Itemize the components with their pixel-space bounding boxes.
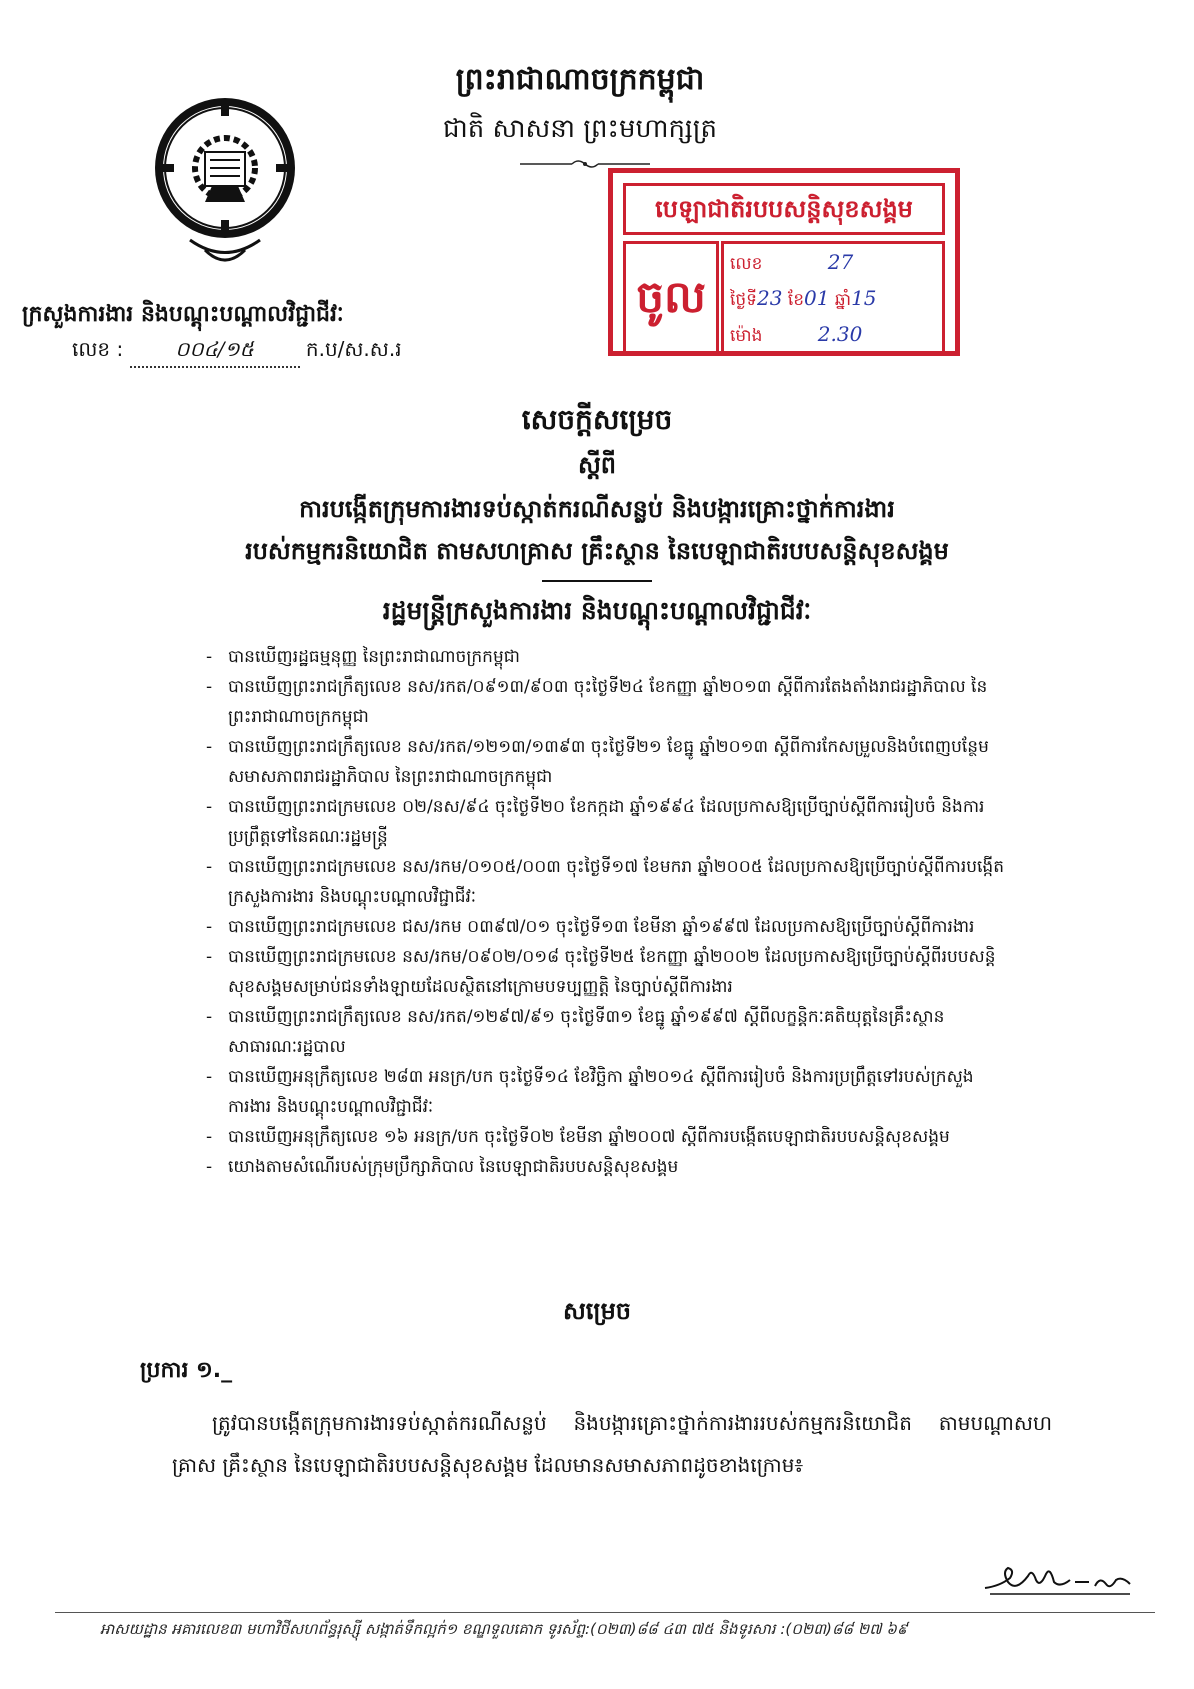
stamp-time-label: ម៉ោង xyxy=(730,326,763,346)
reference-suffix: ក.ប/ស.ស.រ xyxy=(305,337,402,361)
recital-item: - បានឃើញអនុក្រឹត្យលេខ ២៨៣ អនក្រ/បក ចុះថ្ងៃទី១៤ ខែវិច្ឆិកា ឆ្នាំ២០១៤ ស្តីពីការរៀបចំ និងការប្រព្រឹត្តទៅរបស់ក្រសួងការងារ និងបណ្តុះបណ្តាលវិជ្ជាជីវៈ xyxy=(206,1067,974,1117)
stamp-month-label: ខែ xyxy=(787,290,805,310)
stamp-time-value: 2.30 xyxy=(817,322,863,346)
subject-line-1: ការបង្កើតក្រុមការងារទប់ស្កាត់ករណីសន្លប់ និងបង្ការគ្រោះថ្នាក់ការងារ xyxy=(299,495,895,523)
stamp-year-value: 15 xyxy=(851,286,877,310)
stamp-day-value: 23 xyxy=(756,286,783,310)
ministry-name: ក្រសួងការងារ និងបណ្តុះបណ្តាលវិជ្ជាជីវៈ xyxy=(22,302,344,327)
stamp-day-label: ថ្ងៃទី xyxy=(730,290,757,310)
recital-item: - បានឃើញព្រះរាជក្រឹត្យលេខ នស/រកត/១២៩៧/៩១ ចុះថ្ងៃទី៣១ ខែធ្នូ ឆ្នាំ១៩៩៧ ស្តីពីលក្ខន្តិកៈគតិយុត្តនៃគ្រឹះស្ថានសាធារណៈរដ្ឋបាល xyxy=(206,1007,945,1057)
stamp-number-value: 27 xyxy=(827,250,854,274)
reference-line xyxy=(72,336,402,368)
recital-item: - បានឃើញរដ្ឋធម្មនុញ្ញ នៃព្រះរាជាណាចក្រកម្ពុជា xyxy=(206,647,520,667)
reference-label: លេខ : xyxy=(72,337,124,361)
stamp-number-row xyxy=(724,244,942,280)
document-about: ស្តីពី xyxy=(577,451,617,479)
document-title: សេចក្តីសម្រេច xyxy=(521,403,673,436)
article-1-label: ប្រការ ១._ xyxy=(140,1358,233,1383)
stamp-time-row xyxy=(724,316,942,352)
stamp-received-label: ចូល xyxy=(623,241,719,355)
decides-heading: សម្រេច xyxy=(562,1297,632,1325)
footer-address: អាសយដ្ឋាន អគារលេខ៣ មហាវិថីសហព័ន្ធរុស្ស៊ី សង្កាត់ទឹកល្អក់១ ខណ្ឌទួលគោក ទូរស័ព្ទ:(០២៣)៨៨ ៤៣ ៧៥ និងទូរសារ :(០២៣)៨៨ ២៧ ៦៩ xyxy=(100,1620,908,1638)
recitals-list xyxy=(200,642,1010,1182)
recital-item: - បានឃើញអនុក្រឹត្យលេខ ១៦ អនក្រ/បក ចុះថ្ងៃទី០២ ខែមីនា ឆ្នាំ២០០៧ ស្តីពីការបង្កើតបេឡាជាតិរបបសន្តិសុខសង្គម xyxy=(206,1127,950,1147)
recital-item: - បានឃើញព្រះរាជក្រឹត្យលេខ នស/រកត/១២១៣/១៣៩៣ ចុះថ្ងៃទី២១ ខែធ្នូ ឆ្នាំ២០១៣ ស្តីពីការកែសម្រួលនិងបំពេញបន្ថែមសមាសភាពរាជរដ្ឋាភិបាល នៃព្រះរាជាណាចក្រកម្ពុជា xyxy=(206,737,989,787)
stamp-month-value: 01 xyxy=(804,286,830,310)
recital-item: - បានឃើញព្រះរាជក្រឹត្យលេខ នស/រកត/០៩១៣/៩០៣ ចុះថ្ងៃទី២៤ ខែកញ្ញា ឆ្នាំ២០១៣ ស្តីពីការតែងតាំងរាជរដ្ឋាភិបាល នៃព្រះរាជាណាចក្រកម្ពុជា xyxy=(206,677,988,727)
signature-icon xyxy=(980,1558,1140,1598)
title-divider xyxy=(542,580,652,582)
received-stamp xyxy=(608,168,960,356)
recital-item: - បានឃើញព្រះរាជក្រមលេខ ០២/នស/៩៤ ចុះថ្ងៃទី២០ ខែកក្កដា ឆ្នាំ១៩៩៤ ដែលប្រកាសឱ្យប្រើច្បាប់ស្តីពីការរៀបចំ និងការប្រព្រឹត្តទៅនៃគណៈរដ្ឋមន្ត្រី xyxy=(206,797,985,847)
recital-item: - យោងតាមសំណើរបស់ក្រុមប្រឹក្សាភិបាល នៃបេឡាជាតិរបបសន្តិសុខសង្គម xyxy=(206,1157,679,1177)
recital-item: - បានឃើញព្រះរាជក្រមលេខ នស/រកម/០៩០២/០១៨ ចុះថ្ងៃទី២៥ ខែកញ្ញា ឆ្នាំ២០០២ ដែលប្រកាសឱ្យប្រើច្បាប់ស្តីពីរបបសន្តិសុខសង្គមសម្រាប់ជនទាំងឡាយដែលស្ថិតនៅក្រោមបទប្បញ្ញត្តិ នៃច្បាប់ស្តីពីការងារ xyxy=(206,947,996,997)
minister-heading: រដ្ឋមន្ត្រីក្រសួងការងារ និងបណ្តុះបណ្តាលវិជ្ជាជីវៈ xyxy=(382,596,812,625)
article-1-text: ត្រូវបានបង្កើតក្រុមការងារទប់ស្កាត់ករណីសន្លប់ និងបង្ការគ្រោះថ្នាក់ការងាររបស់កម្មករនិយោជិត តាមបណ្តាសហគ្រាស គ្រឹះស្ថាន នៃបេឡាជាតិរបបសន្តិសុខសង្គម ដែលមានសមាសភាពដូចខាងក្រោម៖ xyxy=(172,1411,1052,1477)
stamp-title: បេឡាជាតិរបបសន្តិសុខសង្គម xyxy=(623,183,945,235)
national-motto: ជាតិ សាសនា ព្រះមហាក្សត្រ xyxy=(443,114,717,144)
footer-divider xyxy=(55,1612,1155,1613)
stamp-year-label: ឆ្នាំ xyxy=(834,290,852,310)
ministry-seal-icon xyxy=(150,90,300,280)
stamp-number-label: លេខ xyxy=(730,254,763,274)
stamp-fields xyxy=(721,241,945,355)
kingdom-title: ព្រះរាជាណាចក្រកម្ពុជា xyxy=(455,62,705,97)
recital-item: - បានឃើញព្រះរាជក្រមលេខ នស/រកម/០១០៥/០០៣ ចុះថ្ងៃទី១៧ ខែមករា ឆ្នាំ២០០៥ ដែលប្រកាសឱ្យប្រើច្បាប់ស្តីពីការបង្កើតក្រសួងការងារ និងបណ្តុះបណ្តាលវិជ្ជាជីវៈ xyxy=(206,857,1004,907)
recital-item: - បានឃើញព្រះរាជក្រមលេខ ជស/រកម ០៣៩៧/០១ ចុះថ្ងៃទី១៣ ខែមីនា ឆ្នាំ១៩៩៧ ដែលប្រកាសឱ្យប្រើច្បាប់ស្តីពីការងារ xyxy=(206,917,975,937)
subject-line-2: របស់កម្មករនិយោជិត តាមសហគ្រាស គ្រឹះស្ថាន នៃបេឡាជាតិរបបសន្តិសុខសង្គម xyxy=(245,537,949,565)
stamp-date-row xyxy=(724,280,942,316)
reference-number: ០០៤/១៥ xyxy=(130,336,300,368)
